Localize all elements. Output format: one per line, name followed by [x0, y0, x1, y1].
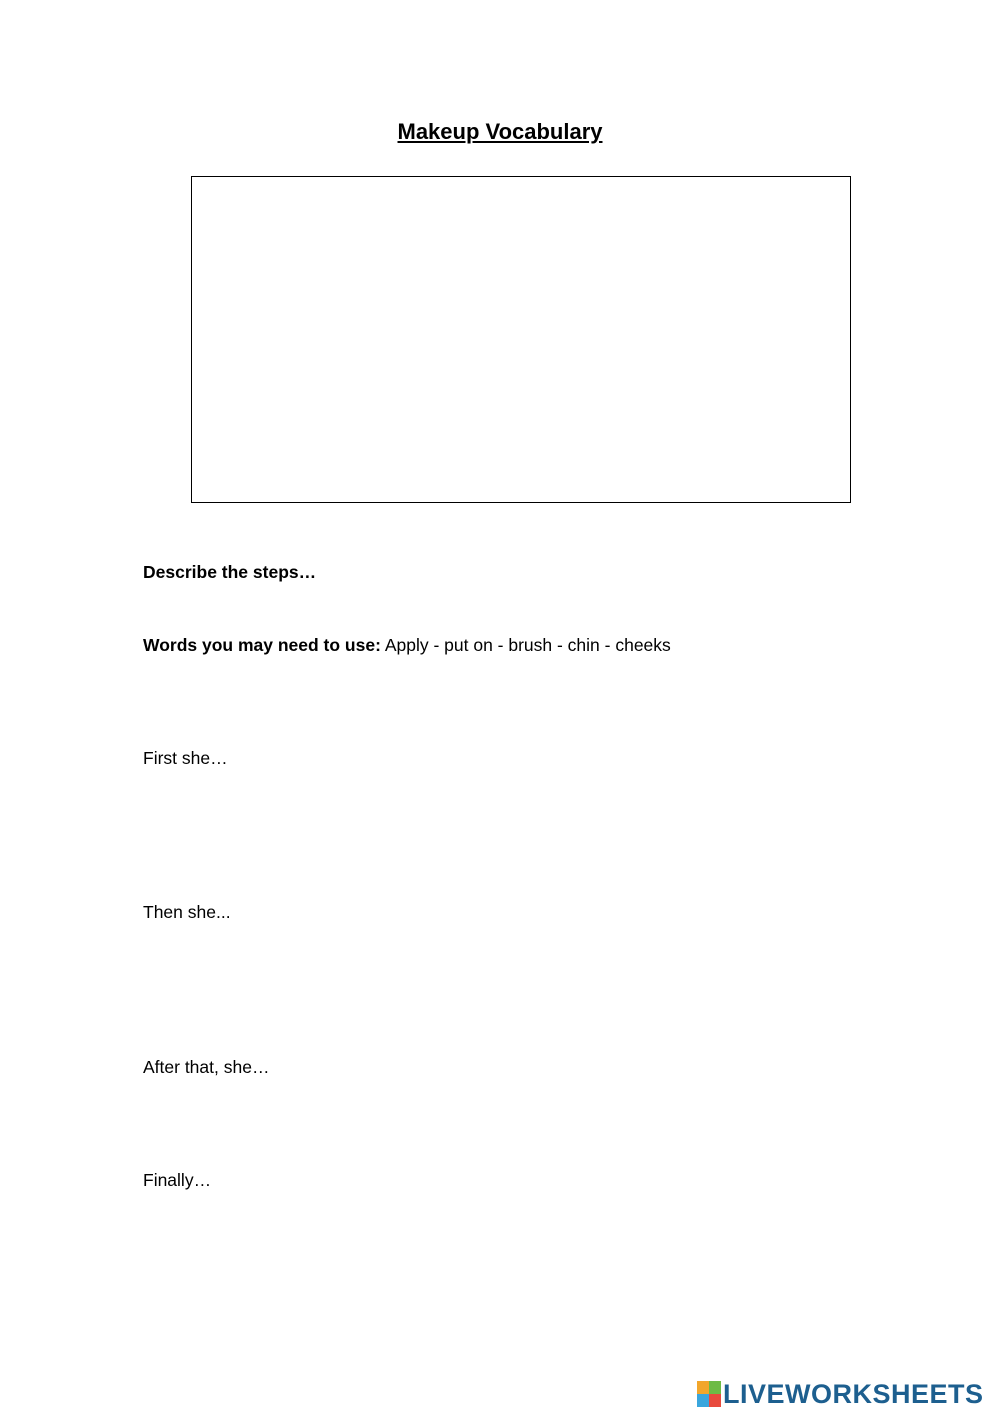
step-finally: Finally…	[143, 1170, 212, 1190]
step-first: First she…	[143, 748, 228, 768]
word-bank-list: Apply - put on - brush - chin - cheeks	[380, 635, 671, 655]
step-after-that: After that, she…	[143, 1057, 270, 1077]
word-bank	[143, 634, 671, 656]
word-bank-label: Words you may need to use:	[143, 635, 381, 655]
worksheet-title: Makeup Vocabulary	[397, 119, 603, 144]
liveworksheets-logo	[697, 1378, 984, 1410]
logo-icon	[697, 1381, 721, 1407]
step-then: Then she...	[143, 902, 231, 922]
logo-text: LIVEWORKSHEETS	[723, 1379, 984, 1409]
instructions-heading: Describe the steps…	[143, 562, 317, 582]
picture-box	[191, 176, 851, 503]
